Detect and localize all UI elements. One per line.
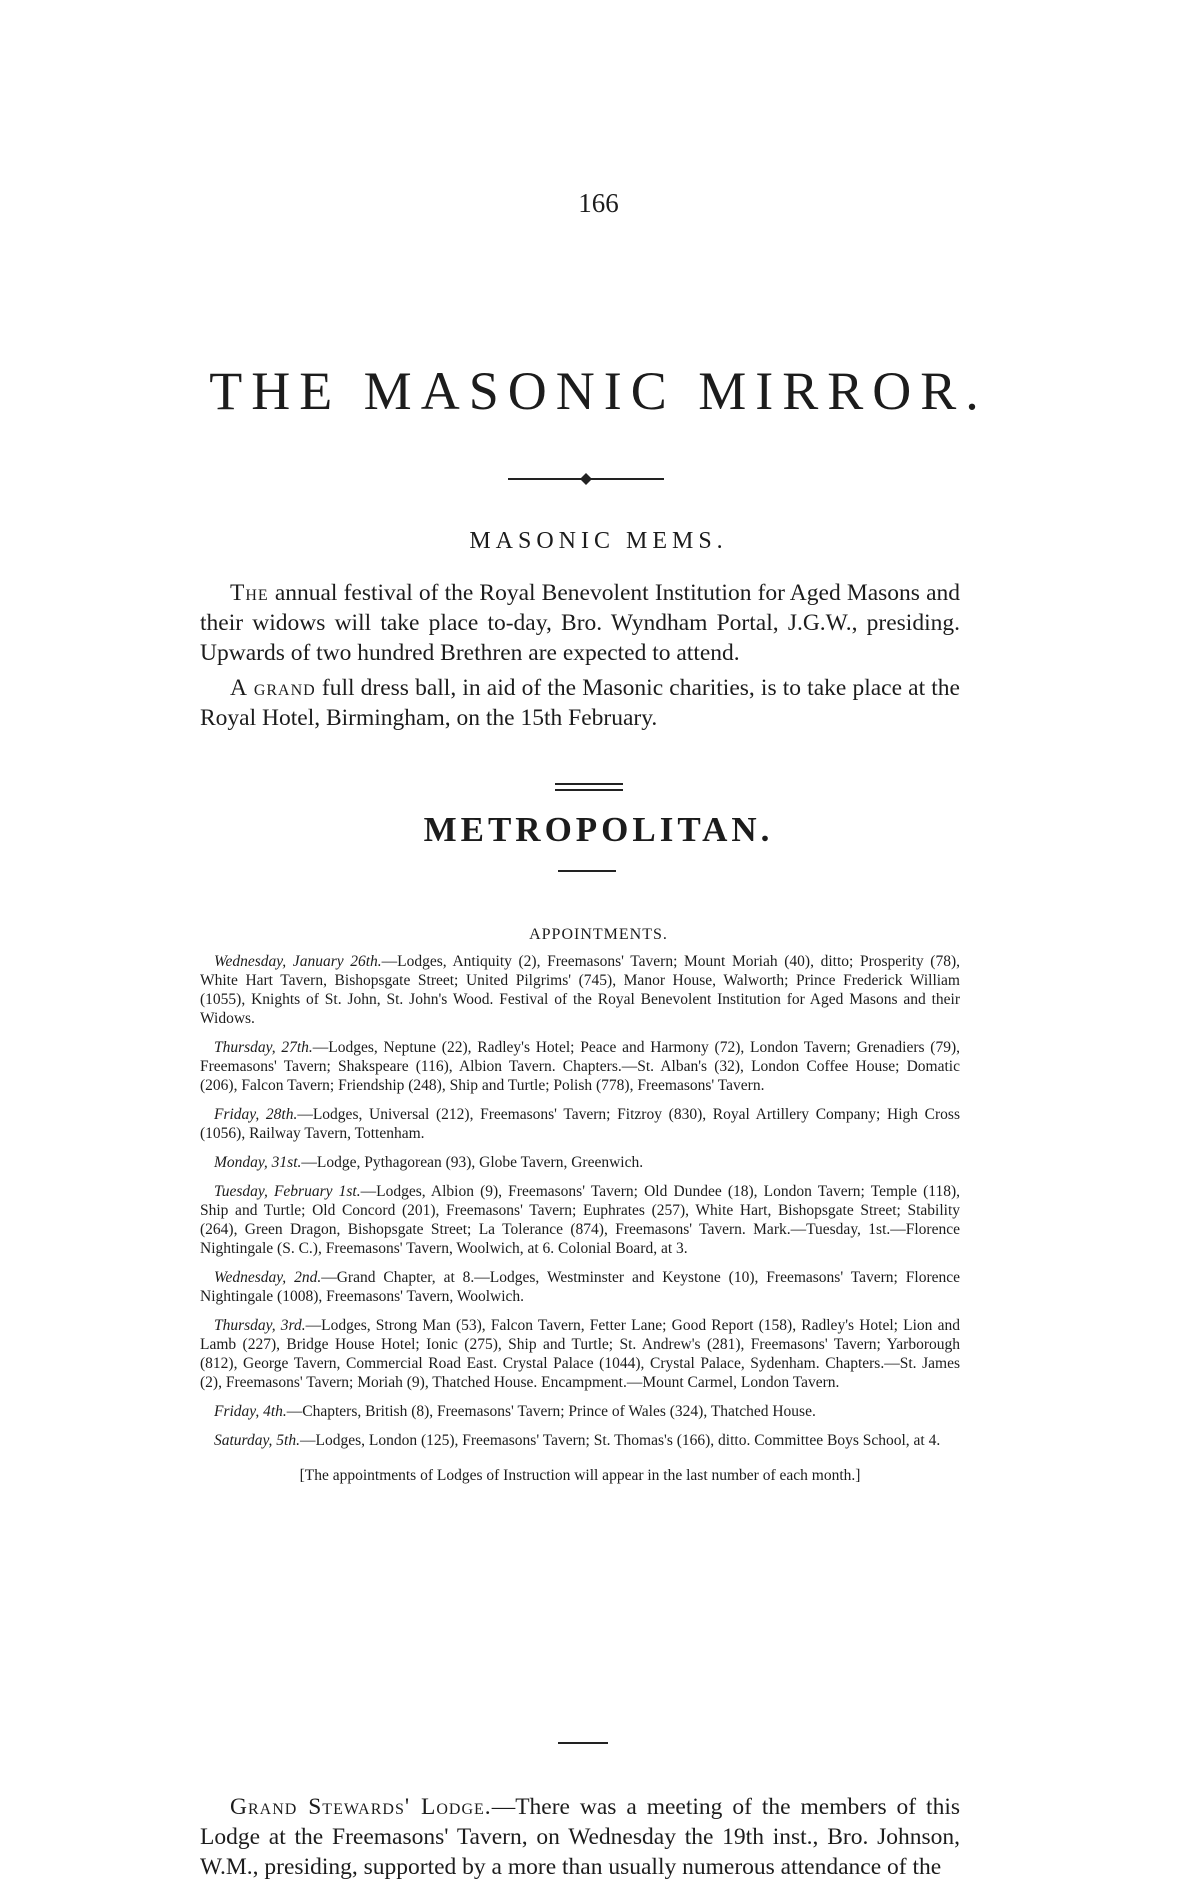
appointment-day: Friday, 4th.	[214, 1403, 287, 1420]
appointment-entry	[200, 1431, 960, 1450]
appointment-entry	[200, 1038, 960, 1095]
mems-p1-lead: The	[230, 580, 269, 606]
appointment-entry	[200, 1268, 960, 1306]
appointment-text: —Lodges, Antiquity (2), Freemasons' Tavern; Mount Moriah (40), ditto; Prosperity (78), White Hart Tavern, Bishopsgate Street; United Pilgrims' (745), Manor House, Walworth; Prince Frederick William (1055), Knights of St. John, St. John's Wood. Festival of the Royal Benevolent Institution for Aged Masons and their Widows.	[200, 953, 960, 1027]
instruction-note: [The appointments of Lodges of Instruction will appear in the last number of each month.]	[299, 1467, 861, 1484]
mems-p2-lead: A grand	[230, 675, 316, 701]
appointment-text: —Chapters, British (8), Freemasons' Tavern; Prince of Wales (324), Thatched House.	[286, 1403, 816, 1420]
appointment-day: Thursday, 27th.	[214, 1039, 313, 1056]
mems-p2-text: full dress ball, in aid of the Masonic charities, is to take place at the Royal Hotel, Birmingham, on the 15th February.	[200, 675, 960, 731]
appointment-text: —Lodges, Neptune (22), Radley's Hotel; Peace and Harmony (72), London Tavern; Grenadiers (79), Freemasons' Tavern; Shakspeare (116), Albion Tavern. Chapters.—St. Alban's (32), London Coffee House; Domatic (206), Falcon Tavern; Friendship (248), Ship and Turtle; Polish (778), Freemasons' Tavern.	[200, 1039, 961, 1094]
masthead-title: THE MASONIC MIRROR.	[209, 361, 988, 421]
rule-divider-end	[558, 1742, 608, 1744]
appointment-entry	[200, 1182, 960, 1258]
appointment-entry	[200, 1105, 960, 1143]
mems-paragraph-ball	[200, 673, 960, 733]
appointments-list	[200, 952, 960, 1486]
appointment-day: Saturday, 5th.	[214, 1432, 300, 1449]
page-number: 166	[578, 188, 619, 218]
appointment-text: —Lodges, London (125), Freemasons' Tavern; St. Thomas's (166), ditto. Committee Boys School, at 4.	[299, 1432, 941, 1449]
grand-stewards-paragraph	[200, 1792, 960, 1882]
closing-lead: Grand Stewards' Lodge.	[230, 1794, 492, 1820]
appointment-day: Friday, 28th.	[214, 1106, 298, 1123]
appointment-entry	[200, 1402, 960, 1421]
appointment-entry	[200, 1153, 960, 1172]
mems-p1-text: annual festival of the Royal Benevolent Institution for Aged Masons and their widows will take place to-day, Bro. Wyndham Portal, J.G.W., presiding. Upwards of two hundred Brethren are expected to attend.	[200, 580, 960, 666]
appointment-text: —Lodges, Strong Man (53), Falcon Tavern, Fetter Lane; Good Report (158), Radley's Hotel; Lion and Lamb (227), Bridge House Hotel; Ionic (275), Ship and Turtle; St. Andrew's (281), Freemasons' Tavern; Yarborough (812), George Tavern, Commercial Road East. Crystal Palace (1044), Crystal Palace, Sydenham. Chapters.—St. James (2), Freemasons' Tavern; Moriah (9), Thatched House. Encampment.—Mount Carmel, London Tavern.	[200, 1317, 960, 1391]
appointment-day: Wednesday, 2nd.	[214, 1269, 322, 1286]
ornament-divider	[508, 472, 664, 486]
appointments-heading: APPOINTMENTS.	[529, 926, 668, 943]
appointment-text: —Lodge, Pythagorean (93), Globe Tavern, Greenwich.	[301, 1154, 644, 1171]
appointment-day: Wednesday, January 26th.	[214, 953, 382, 970]
appointment-day: Thursday, 3rd.	[214, 1317, 306, 1334]
appointment-day: Tuesday, February 1st.	[214, 1183, 361, 1200]
appointment-text: —Grand Chapter, at 8.—Lodges, Westminster and Keystone (10), Freemasons' Tavern; Florence Nightingale (1008), Freemasons' Tavern, Woolwich.	[200, 1269, 960, 1305]
closing-text: —There was a meeting of the members of this Lodge at the Freemasons' Tavern, on Wednesday the 19th inst., Bro. Johnson, W.M., presiding, supported by a more than usually numerous attendance of the	[200, 1794, 960, 1880]
masonic-mems-heading: MASONIC MEMS.	[469, 528, 728, 554]
appointment-day: Monday, 31st.	[214, 1154, 302, 1171]
appointment-text: —Lodges, Universal (212), Freemasons' Tavern; Fitzroy (830), Royal Artillery Company; High Cross (1056), Railway Tavern, Tottenham.	[200, 1106, 961, 1142]
appointment-entry	[200, 952, 960, 1028]
appointment-entry	[200, 1316, 960, 1392]
mems-paragraph-festival	[200, 578, 960, 668]
double-rule-divider	[555, 783, 623, 793]
metropolitan-heading: METROPOLITAN.	[423, 810, 774, 849]
appointment-text: —Lodges, Albion (9), Freemasons' Tavern; Old Dundee (18), London Tavern; Temple (118), Ship and Turtle; Old Concord (201), Freemasons' Tavern; Euphrates (257), White Hart, Bishopsgate Street; Stability (264), Green Dragon, Bishopsgate Street; La Tolerance (874), Freemasons' Tavern. Mark.—Tuesday, 1st.—Florence Nightingale (S. C.), Freemasons' Tavern, Woolwich, at 6. Colonial Board, at 3.	[200, 1183, 960, 1257]
rule-divider	[558, 870, 616, 872]
